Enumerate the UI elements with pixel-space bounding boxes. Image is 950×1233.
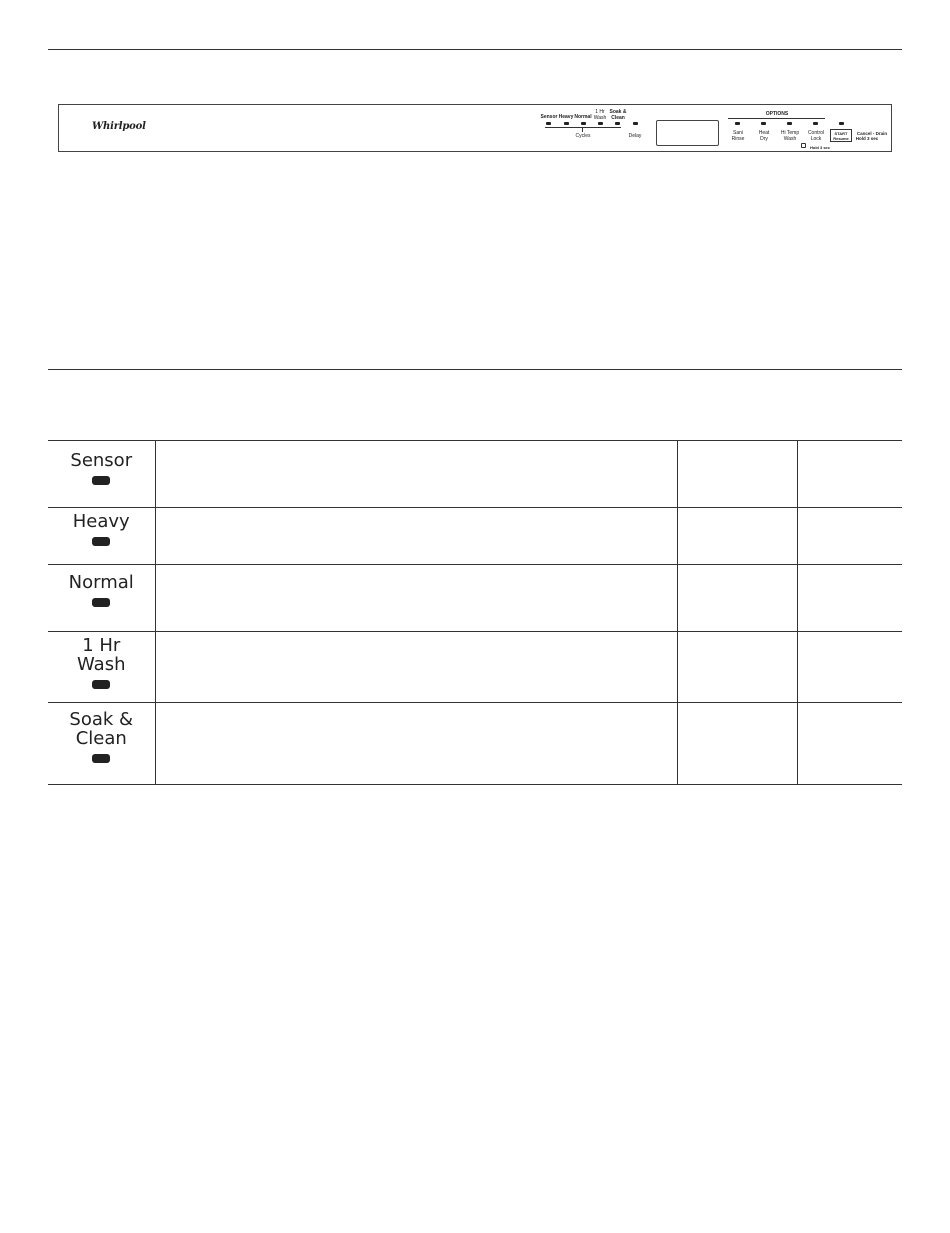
soak-clean-led bbox=[615, 122, 620, 125]
normal-led bbox=[581, 122, 586, 125]
cycle-column-4-cell bbox=[797, 632, 902, 703]
panel-cycle-normal[interactable]: Normal bbox=[574, 114, 592, 120]
start-label: START bbox=[834, 131, 848, 136]
resume-label: Resume bbox=[833, 136, 849, 141]
lock-hold-label: Hold 3 sec bbox=[809, 145, 830, 150]
control-panel bbox=[58, 104, 892, 152]
hi-temp-wash-led bbox=[787, 122, 792, 125]
delay-led bbox=[633, 122, 638, 125]
top-rule bbox=[48, 49, 902, 50]
cycle-name-cell bbox=[48, 508, 155, 565]
digital-display bbox=[656, 120, 719, 146]
table-row bbox=[48, 508, 902, 565]
cycle-name-cell bbox=[48, 441, 155, 508]
cycle-column-3-cell bbox=[677, 703, 797, 785]
cycle-column-4-cell bbox=[797, 508, 902, 565]
cycle-column-4-cell bbox=[797, 703, 902, 785]
cycle-column-3-cell bbox=[677, 565, 797, 632]
cycle-name-soak-clean: Soak & Clean bbox=[69, 709, 134, 749]
1hr-wash-button-icon bbox=[92, 680, 110, 689]
heat-dry-led bbox=[761, 122, 766, 125]
table-row bbox=[48, 441, 902, 508]
cycle-name-cell bbox=[48, 703, 155, 785]
panel-cycle-sensor[interactable]: Sensor bbox=[540, 114, 558, 120]
sensor-button-icon bbox=[92, 476, 110, 485]
cycles-bracket bbox=[545, 127, 621, 128]
cycle-description-cell bbox=[155, 703, 677, 785]
cycle-column-4-cell bbox=[797, 565, 902, 632]
heavy-led bbox=[564, 122, 569, 125]
cycle-name-heavy: Heavy bbox=[72, 511, 130, 532]
soak-clean-button-icon bbox=[92, 754, 110, 763]
cycle-column-4-cell bbox=[797, 441, 902, 508]
cancel-hold-label: Hold 3 sec bbox=[855, 136, 879, 141]
options-title: OPTIONS bbox=[765, 111, 789, 117]
cycle-description-cell bbox=[155, 508, 677, 565]
panel-cycle-1hr-wash[interactable]: 1 Hr Wash bbox=[593, 109, 607, 121]
cycles-table bbox=[48, 440, 902, 785]
sani-rinse-led bbox=[735, 122, 740, 125]
table-row bbox=[48, 565, 902, 632]
cycle-name-cell bbox=[48, 565, 155, 632]
cycle-name-normal: Normal bbox=[68, 572, 134, 593]
option-hi-temp-wash[interactable]: Hi Temp Wash bbox=[780, 130, 800, 142]
control-lock-led bbox=[813, 122, 818, 125]
cycle-name-sensor: Sensor bbox=[70, 450, 133, 471]
cycle-column-3-cell bbox=[677, 632, 797, 703]
middle-rule bbox=[48, 369, 902, 370]
cycle-description-cell bbox=[155, 632, 677, 703]
1hr-wash-led bbox=[598, 122, 603, 125]
option-sani-rinse[interactable]: Sani Rinse bbox=[731, 130, 745, 142]
options-bracket bbox=[728, 118, 825, 119]
option-heat-dry[interactable]: Heat Dry bbox=[758, 130, 770, 142]
cycle-description-cell bbox=[155, 565, 677, 632]
cycle-column-3-cell bbox=[677, 441, 797, 508]
cycles-bracket-tick bbox=[582, 127, 583, 132]
start-resume-button[interactable] bbox=[830, 129, 852, 142]
cancel-drain-label: Cancel - Drain bbox=[856, 131, 888, 136]
cycle-column-3-cell bbox=[677, 508, 797, 565]
normal-button-icon bbox=[92, 598, 110, 607]
cycle-name-1hr-wash: 1 Hr Wash bbox=[77, 635, 126, 675]
panel-cycle-heavy[interactable]: Heavy bbox=[558, 114, 574, 120]
cycles-label: Cycles bbox=[575, 133, 591, 139]
cycle-name-cell bbox=[48, 632, 155, 703]
cycle-description-cell bbox=[155, 441, 677, 508]
option-control-lock[interactable]: Control Lock bbox=[807, 130, 825, 142]
table-row bbox=[48, 632, 902, 703]
delay-button[interactable]: Delay bbox=[628, 133, 642, 139]
panel-cycle-soak-clean[interactable]: Soak & Clean bbox=[609, 109, 627, 121]
table-row bbox=[48, 703, 902, 785]
brand-logo: Whirlpool bbox=[92, 121, 146, 132]
start-led bbox=[839, 122, 844, 125]
heavy-button-icon bbox=[92, 537, 110, 546]
sensor-led bbox=[546, 122, 551, 125]
